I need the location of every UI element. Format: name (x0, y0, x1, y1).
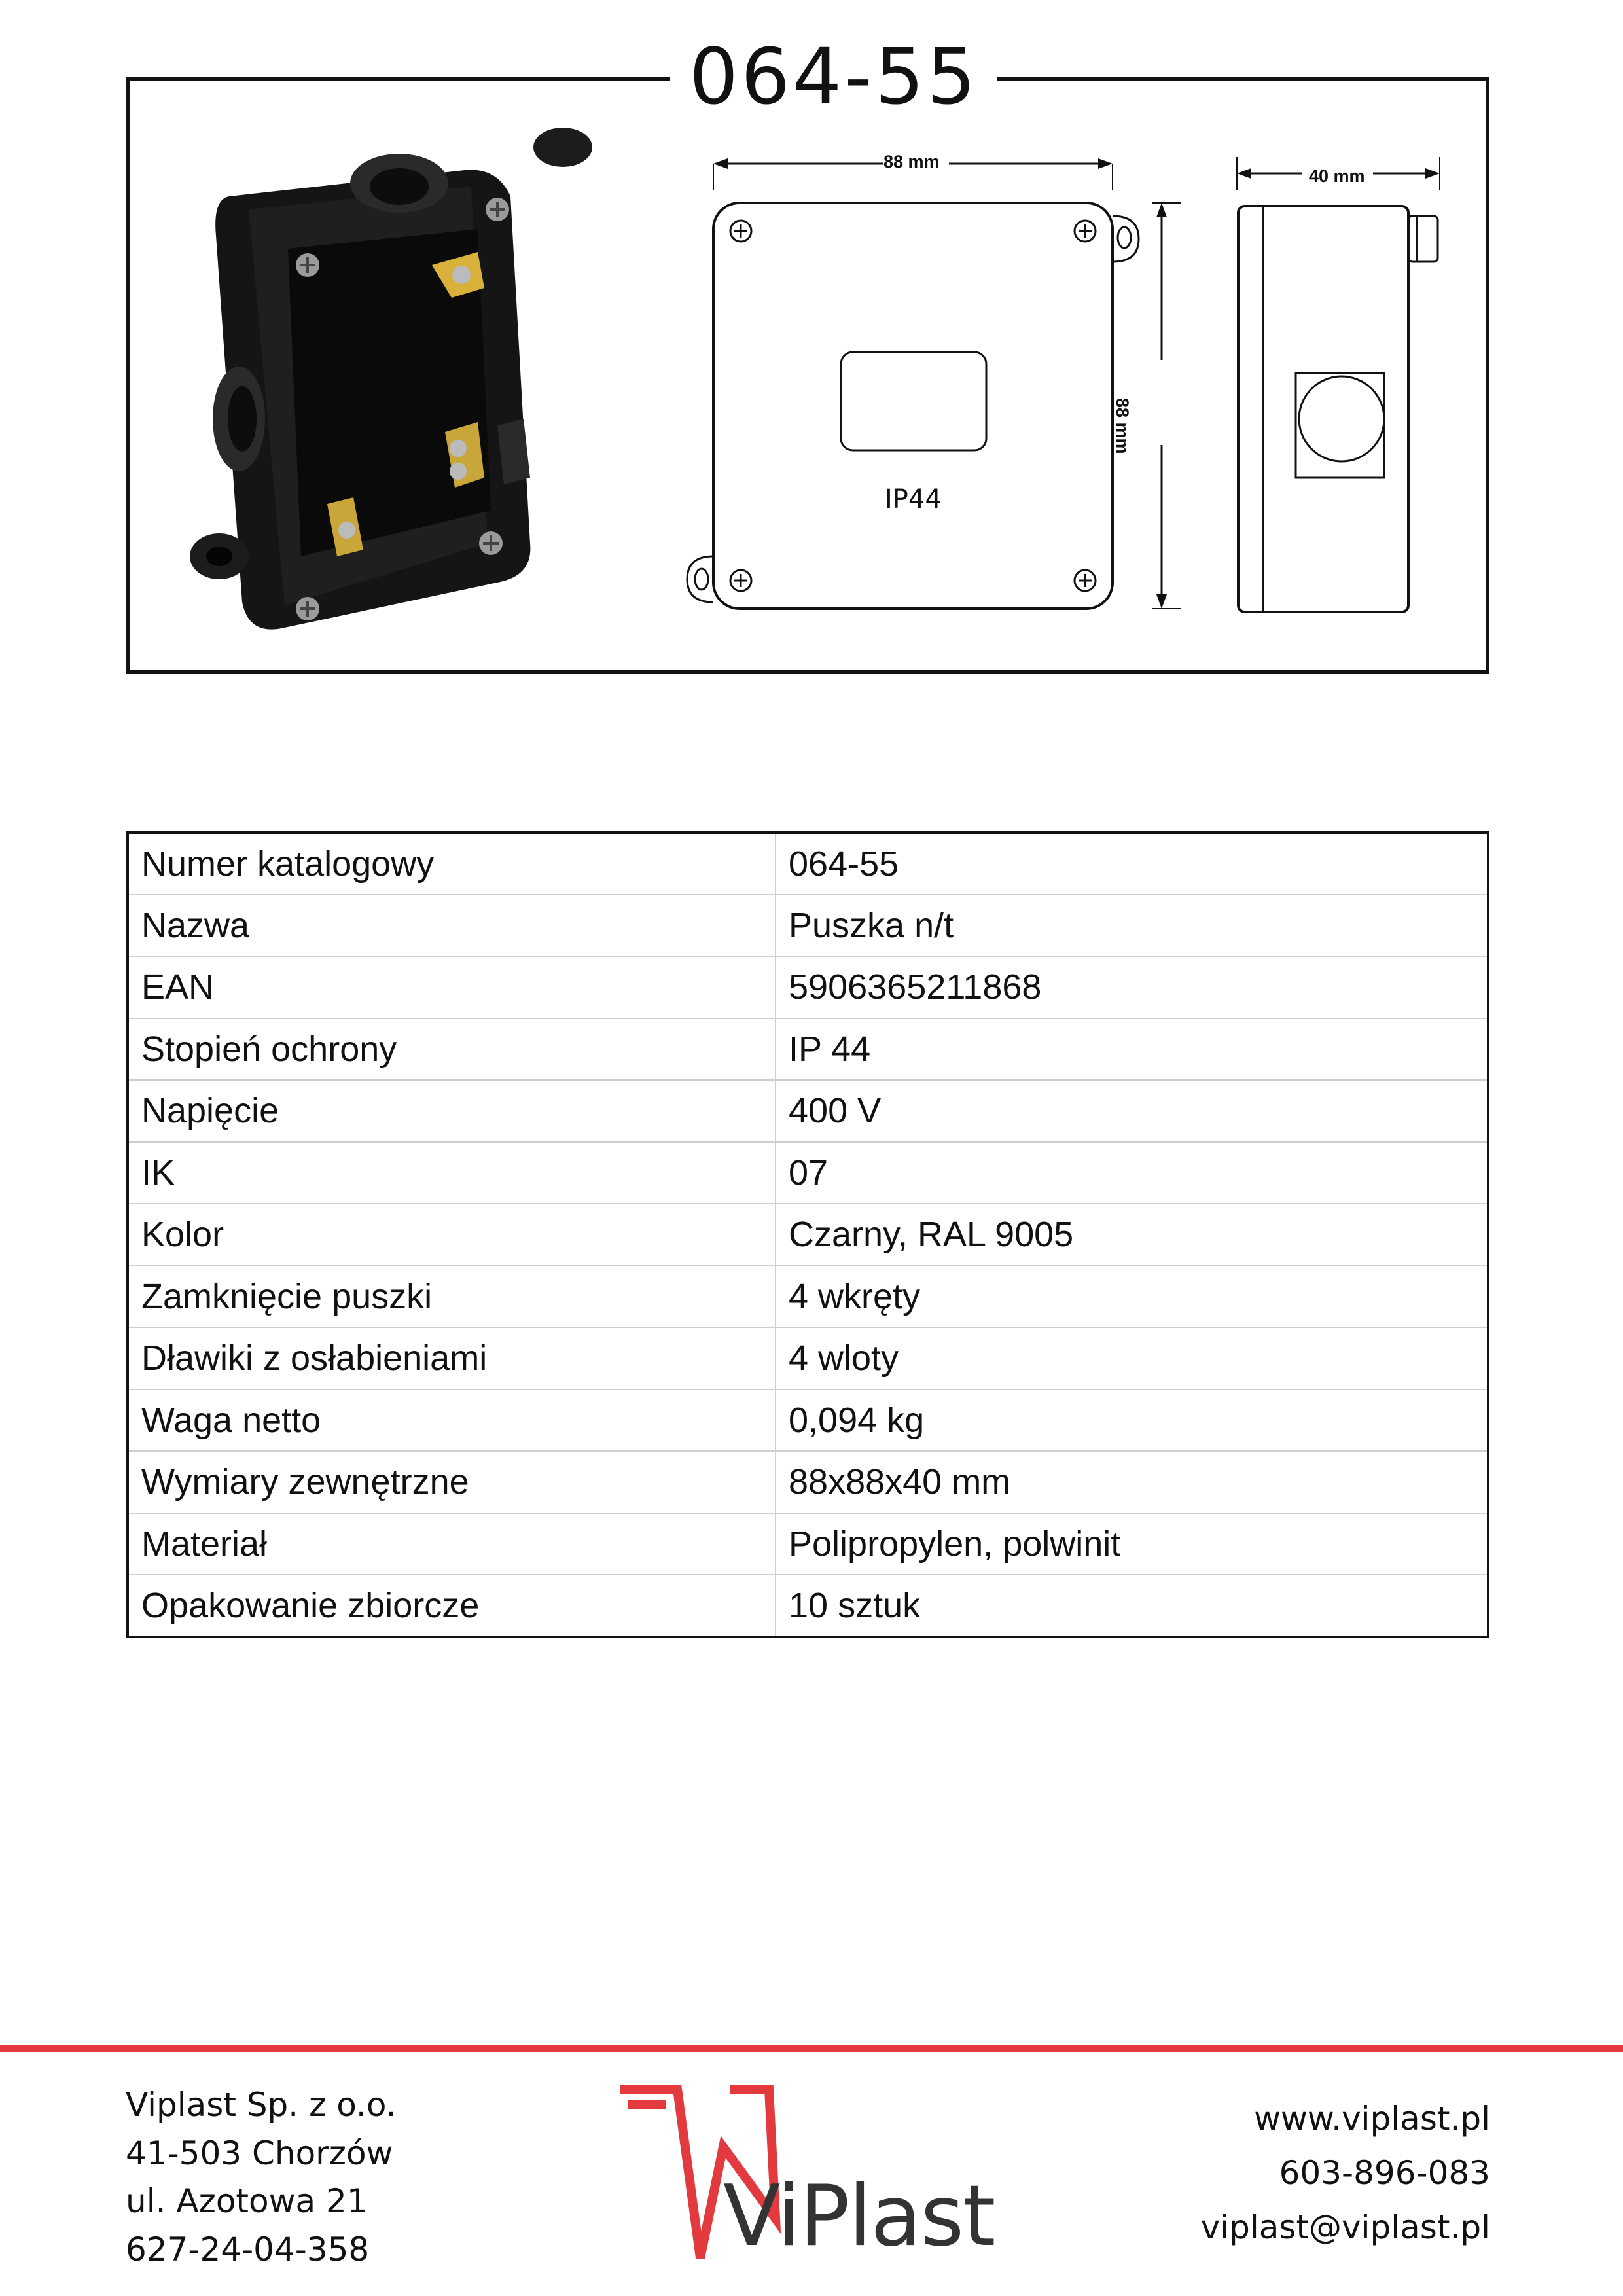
depth-dimension-label: 40 mm (1309, 166, 1365, 186)
contact-info (1201, 2092, 1490, 2255)
spec-row (128, 1451, 1488, 1513)
footer-divider (0, 2045, 1623, 2052)
email-link[interactable]: viplast@viplast.pl (1200, 2208, 1490, 2246)
product-photo (190, 124, 674, 655)
spec-row (128, 1575, 1488, 1637)
spec-label: Zamknięcie puszki (128, 1266, 776, 1328)
spec-value: Czarny, RAL 9005 (776, 1204, 1488, 1266)
spec-value: 4 wloty (776, 1327, 1488, 1390)
spec-label: Nazwa (128, 895, 776, 957)
spec-row (128, 1513, 1488, 1575)
spec-label: Napięcie (128, 1080, 776, 1142)
spec-value: 0,094 kg (776, 1390, 1488, 1452)
spec-label: Waga netto (128, 1390, 776, 1452)
specification-table (126, 831, 1489, 1638)
spec-value: Polipropylen, polwinit (776, 1513, 1488, 1575)
spec-row (128, 1080, 1488, 1142)
spec-value: 88x88x40 mm (776, 1451, 1488, 1513)
product-code-title: 064-55 (670, 20, 997, 134)
spec-label: IK (128, 1142, 776, 1204)
spec-label: Numer katalogowy (128, 833, 776, 895)
side-view-drawing (1217, 144, 1466, 628)
spec-value: Puszka n/t (776, 895, 1488, 957)
company-street: ul. Azotowa 21 (126, 2182, 368, 2220)
ip-rating-label: IP44 (885, 484, 942, 514)
spec-row (128, 1142, 1488, 1204)
spec-value: 4 wkręty (776, 1266, 1488, 1328)
spec-label: Kolor (128, 1204, 776, 1266)
spec-row (128, 956, 1488, 1018)
company-name: Viplast Sp. z o.o. (126, 2086, 397, 2124)
spec-label: Opakowanie zbiorcze (128, 1575, 776, 1637)
spec-label: Stopień ochrony (128, 1018, 776, 1081)
spec-row (128, 1266, 1488, 1328)
height-dimension-label: 88 mm (1113, 398, 1132, 454)
spec-row (128, 1204, 1488, 1266)
spec-label: EAN (128, 956, 776, 1018)
spec-row (128, 1327, 1488, 1390)
front-view-drawing (668, 137, 1224, 622)
width-dimension-label: 88 mm (883, 152, 940, 171)
mobile-phone[interactable]: 603-896-083 (1279, 2154, 1490, 2192)
company-address (126, 2081, 396, 2274)
spec-label: Materiał (128, 1513, 776, 1575)
spec-value: 5906365211868 (776, 956, 1488, 1018)
spec-value: IP 44 (776, 1018, 1488, 1081)
spec-value: 07 (776, 1142, 1488, 1204)
spec-value: 064-55 (789, 844, 899, 884)
spec-row (128, 833, 1488, 895)
spec-label: Dławiki z osłabieniami (128, 1327, 776, 1390)
spec-label: Wymiary zewnętrzne (128, 1451, 776, 1513)
spec-value: 10 sztuk (776, 1575, 1488, 1637)
viplast-logo-text: ViPlast (723, 2168, 995, 2265)
spec-row (128, 895, 1488, 957)
company-phone: 627-24-04-358 (126, 2230, 370, 2269)
spec-row (128, 1018, 1488, 1081)
website-link[interactable]: www.viplast.pl (1254, 2100, 1490, 2138)
spec-row (128, 1390, 1488, 1452)
spec-value: 400 V (776, 1080, 1488, 1142)
company-city: 41-503 Chorzów (126, 2134, 393, 2172)
